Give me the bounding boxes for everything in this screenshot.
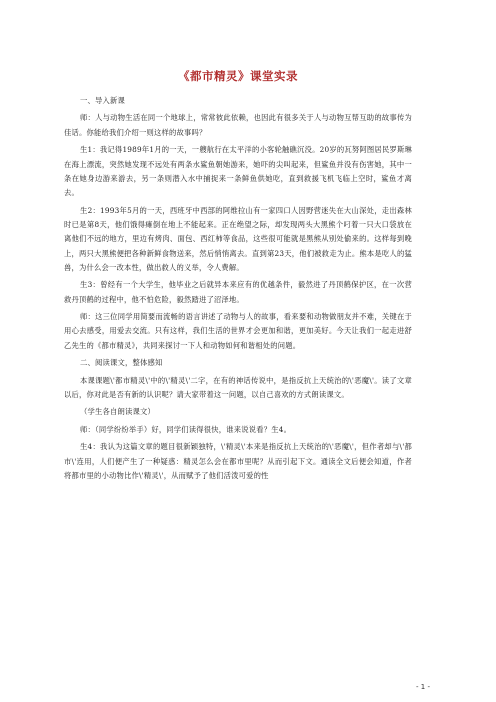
- section-heading-intro: 一、导入新课: [80, 96, 125, 105]
- paragraph: 生1：我记得1989年1月的一天，一艘航行在太平洋的小客轮触礁沉没。20岁的瓦努阿图居民罗斯琳在海上漂流，突然她发现不远处有两条水鲨鱼朝她游来，她吓的尖叫起来，但鲨鱼并没有伤害她，其中一条在她身边游来游去，另一条则潜入水中捕捉来一条鲜鱼供她吃，直到救援飞机飞临上空时，鲨鱼才离去。: [64, 145, 412, 198]
- paragraph: （学生各自朗读课文）: [80, 407, 155, 417]
- section-heading-reading: 二、阅读课文，整体感知: [80, 358, 163, 368]
- page-number: - 1 -: [416, 683, 430, 691]
- paragraph: 生3：曾经有一个大学生，他毕业之后就异本来应有的优越条件，毅然进了丹顶鹤保护区，在一次营救丹顶鹤的过程中，他不怕危险，毅然踏进了沼泽地。: [64, 280, 412, 304]
- paragraph: 师：人与动物生活在同一个地球上，常常彼此依赖，也因此有很多关于人与动物互帮互助的故事传为佳话。你能给我们介绍一则这样的故事吗？: [64, 113, 412, 137]
- document-title: 《都市精灵》课堂实录: [178, 69, 298, 83]
- paragraph: 师：这三位同学用简要而流畅的语言讲述了动物与人的故事，看来要和动物做朋友并不难，关键在于用心去感受，用爱去交流。只有这样，我们生活的世界才会更加和谐，更加美好。今天让我们一起走进舒乙先生的《都市精灵》，共同来探讨一下人和动物如何和谐相处的问题。: [64, 312, 412, 350]
- document-body: [64, 94, 412, 483]
- paragraph: 师：（同学纷纷举手）好，同学们读得很快，谁来说说看？生4。: [80, 424, 292, 434]
- paragraph: 生2：1993年5月的一天，西班牙中西部的阿维拉山有一家四口人因野营迷失在大山深处，走出森林时已是第8天，他们饿得瘫倒在地上不能起来。正在绝望之际，却发现两头大黑熊个叼着一只大口袋放在离他们不远的地方，里边有烤肉、面包、西红柿等食品，这些很可能就是黑熊从别处偷来的。这样每到晚上，两只大黑熊便把各种新鲜食物送来，然后悄悄离去。直到第23天，他们被救走为止。熊本是吃人的猛兽，为什么会一改本性，做出救人的义举，令人费解。: [64, 205, 412, 272]
- paragraph: 本课课题\'都市精灵\'中的\'精灵\'二字，在有的神话传说中，是指反抗上天统治的\'恶魔\'。读了文章以后，你对此是否有新的认识呢？请大家带着这一问题，以自己喜欢的方式朗读课文。: [64, 375, 412, 399]
- paragraph: 生4：我认为这篇文章的题目很新颖独特，\'精灵\'本来是指反抗上天统治的\'恶魔\'，但作者却与\'都市\'连用，人们便产生了一种疑惑：精灵怎么会在都市里呢？从而引起下文。通读全文后便会知道，作者将都市里的小动物比作\'精灵\'，从而赋予了他们活泼可爱的性: [64, 442, 412, 480]
